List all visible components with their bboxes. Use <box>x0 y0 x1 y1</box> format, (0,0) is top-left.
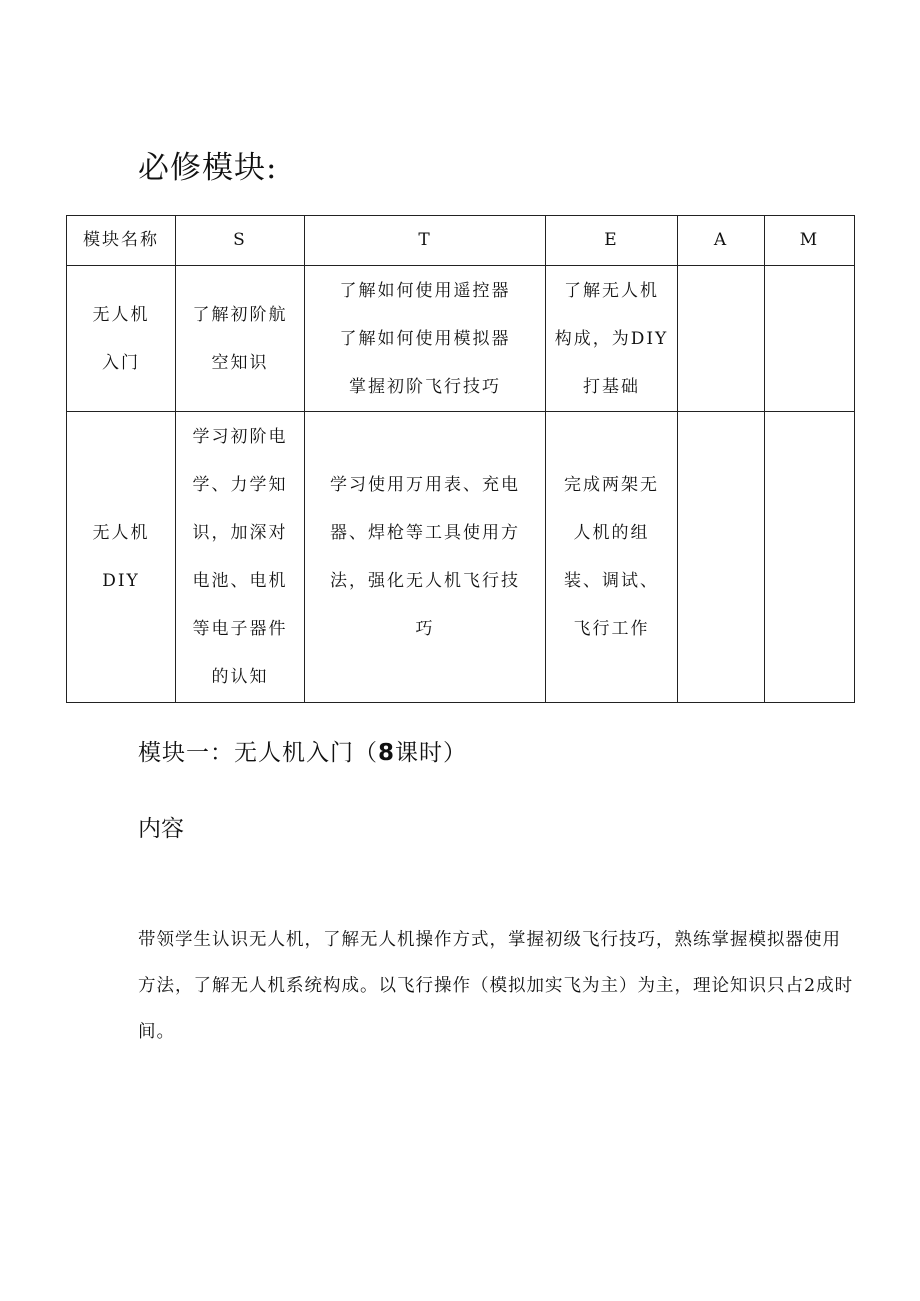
cell-e <box>546 412 678 703</box>
cell-m <box>765 266 855 412</box>
cell-line: DIY <box>102 571 140 591</box>
cell-t <box>305 412 546 703</box>
cell-line: 等电子器件 <box>192 619 288 639</box>
header-e: E <box>546 216 678 266</box>
cell-module-name <box>67 412 176 703</box>
cell-line: 的认知 <box>211 667 269 687</box>
header-t: T <box>305 216 546 266</box>
header-s: S <box>176 216 305 266</box>
cell-line: 电池、电机 <box>192 571 288 591</box>
cell-line: 飞行工作 <box>573 619 650 639</box>
cell-line: 掌握初阶飞行技巧 <box>349 376 501 397</box>
cell-line: 入门 <box>102 352 140 373</box>
content-paragraph: 带领学生认识无人机，了解无人机操作方式，掌握初级飞行技巧，熟练掌握模拟器使用方法，了解无人机系统构成。以飞行操作（模拟加实飞为主）为主，理论知识只占2成时间。 <box>138 930 854 1042</box>
cell-line: 了解如何使用遥控器 <box>339 280 511 301</box>
cell-line: 学、力学知 <box>192 475 288 495</box>
module-table <box>66 215 855 703</box>
cell-e <box>546 266 678 412</box>
table-row <box>67 412 855 703</box>
cell-module-name <box>67 266 176 412</box>
cell-s <box>176 266 305 412</box>
cell-line: 构成，为DIY <box>554 328 669 349</box>
cell-line: 无人机 <box>92 304 150 325</box>
section-title-suffix: 课时） <box>395 740 468 766</box>
content-label: 内容 <box>138 816 184 842</box>
section-title-hours: 8 <box>378 740 396 766</box>
cell-line: 了解初阶航 <box>192 304 288 325</box>
header-module-name: 模块名称 <box>67 216 176 266</box>
header-m: M <box>765 216 855 266</box>
cell-t <box>305 266 546 412</box>
cell-line: 器、焊枪等工具使用方 <box>330 523 520 543</box>
table-header-row <box>67 216 855 266</box>
cell-line: 学习使用万用表、充电 <box>330 475 520 495</box>
cell-line: 人机的组 <box>573 523 650 543</box>
cell-a <box>678 266 765 412</box>
page-heading: 必修模块: <box>138 150 278 186</box>
cell-line: 学习初阶电 <box>192 427 288 447</box>
cell-line: 无人机 <box>92 523 150 543</box>
cell-s <box>176 412 305 703</box>
cell-line: 了解如何使用模拟器 <box>339 328 511 349</box>
cell-line: 了解无人机 <box>564 280 659 301</box>
cell-line: 打基础 <box>583 376 640 397</box>
cell-m <box>765 412 855 703</box>
section-title <box>138 734 467 767</box>
table-row <box>67 266 855 412</box>
header-a: A <box>678 216 765 266</box>
cell-line: 装、调试、 <box>564 571 659 591</box>
cell-line: 巧 <box>415 619 435 639</box>
section-title-prefix: 模块一：无人机入门（ <box>138 740 378 766</box>
cell-line: 空知识 <box>211 352 269 373</box>
cell-line: 完成两架无 <box>564 475 659 495</box>
cell-line: 法，强化无人机飞行技 <box>330 571 520 591</box>
cell-line: 识，加深对 <box>192 523 288 543</box>
cell-a <box>678 412 765 703</box>
